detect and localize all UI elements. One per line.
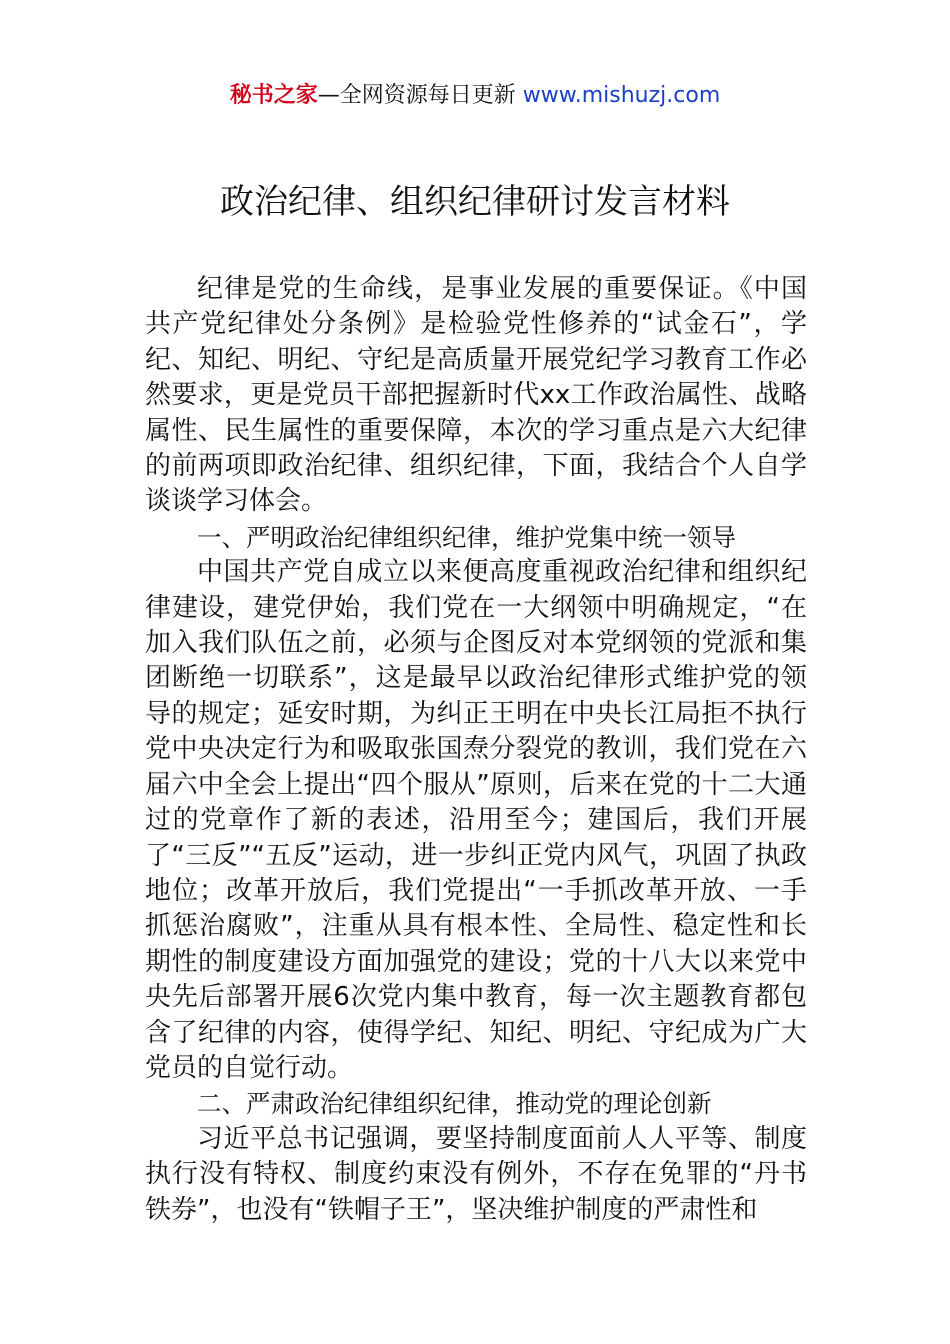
document-body [145, 272, 807, 1228]
section-heading-2: 二、严肃政治纪律组织纪律，推动党的理论创新 [197, 1089, 712, 1119]
section-heading-1: 一、严明政治纪律组织纪律，维护党集中统一领导 [197, 522, 736, 552]
section-1-paragraph: 中国共产党自成立以来便高度重视政治纪律和组织纪律建设，建党伊始，我们党在一大纲领中明确规定，“在加入我们队伍之前，必须与企图反对本党纲领的党派和集团断绝一切联系”，这是最早以政治纪律形式维护党的领导的规定；延安时期，为纠正王明在中央长江局拒不执行党中央决定行为和吸取张国焘分裂党的教训，我们党在六届六中全会上提出“四个服从”原则，后来在党的十二大通过的党章作了新的表述，沿用至今；建国后，我们开展了“三反”“五反”运动，进一步纠正党内风气，巩固了执政地位；改革开放后，我们党提出“一手抓改革开放、一手抓惩治腐败”，注重从具有根本性、全局性、稳定性和长期性的制度建设方面加强党的建设；党的十八大以来党中央先后部署开展6次党内集中教育，每一次主题教育都包含了纪律的内容，使得学纪、知纪、明纪、守纪成为广大党员的自觉行动。 [145, 557, 807, 1083]
site-url-link[interactable]: www.mishuzj.com [522, 83, 721, 108]
section-2-paragraph: 习近平总书记强调，要坚持制度面前人人平等、制度执行没有特权、制度约束没有例外，不存在免罪的“丹书铁券”，也没有“铁帽子王”，坚决维护制度的严肃性和 [145, 1123, 807, 1225]
document-title: 政治纪律、组织纪律研讨发言材料 [220, 182, 730, 222]
site-header [0, 80, 950, 112]
intro-paragraph: 纪律是党的生命线，是事业发展的重要保证。《中国共产党纪律处分条例》是检验党性修养的“试金石”，学纪、知纪、明纪、守纪是高质量开展党纪学习教育工作必然要求，更是党员干部把握新时代xx工作政治属性、战略属性、民生属性的重要保障，本次的学习重点是六大纪律的前两项即政治纪律、组织纪律，下面，我结合个人自学谈谈学习体会。 [145, 274, 807, 517]
site-brand: 秘书之家 [229, 83, 318, 108]
site-tagline: —全网资源每日更新 [317, 83, 523, 108]
